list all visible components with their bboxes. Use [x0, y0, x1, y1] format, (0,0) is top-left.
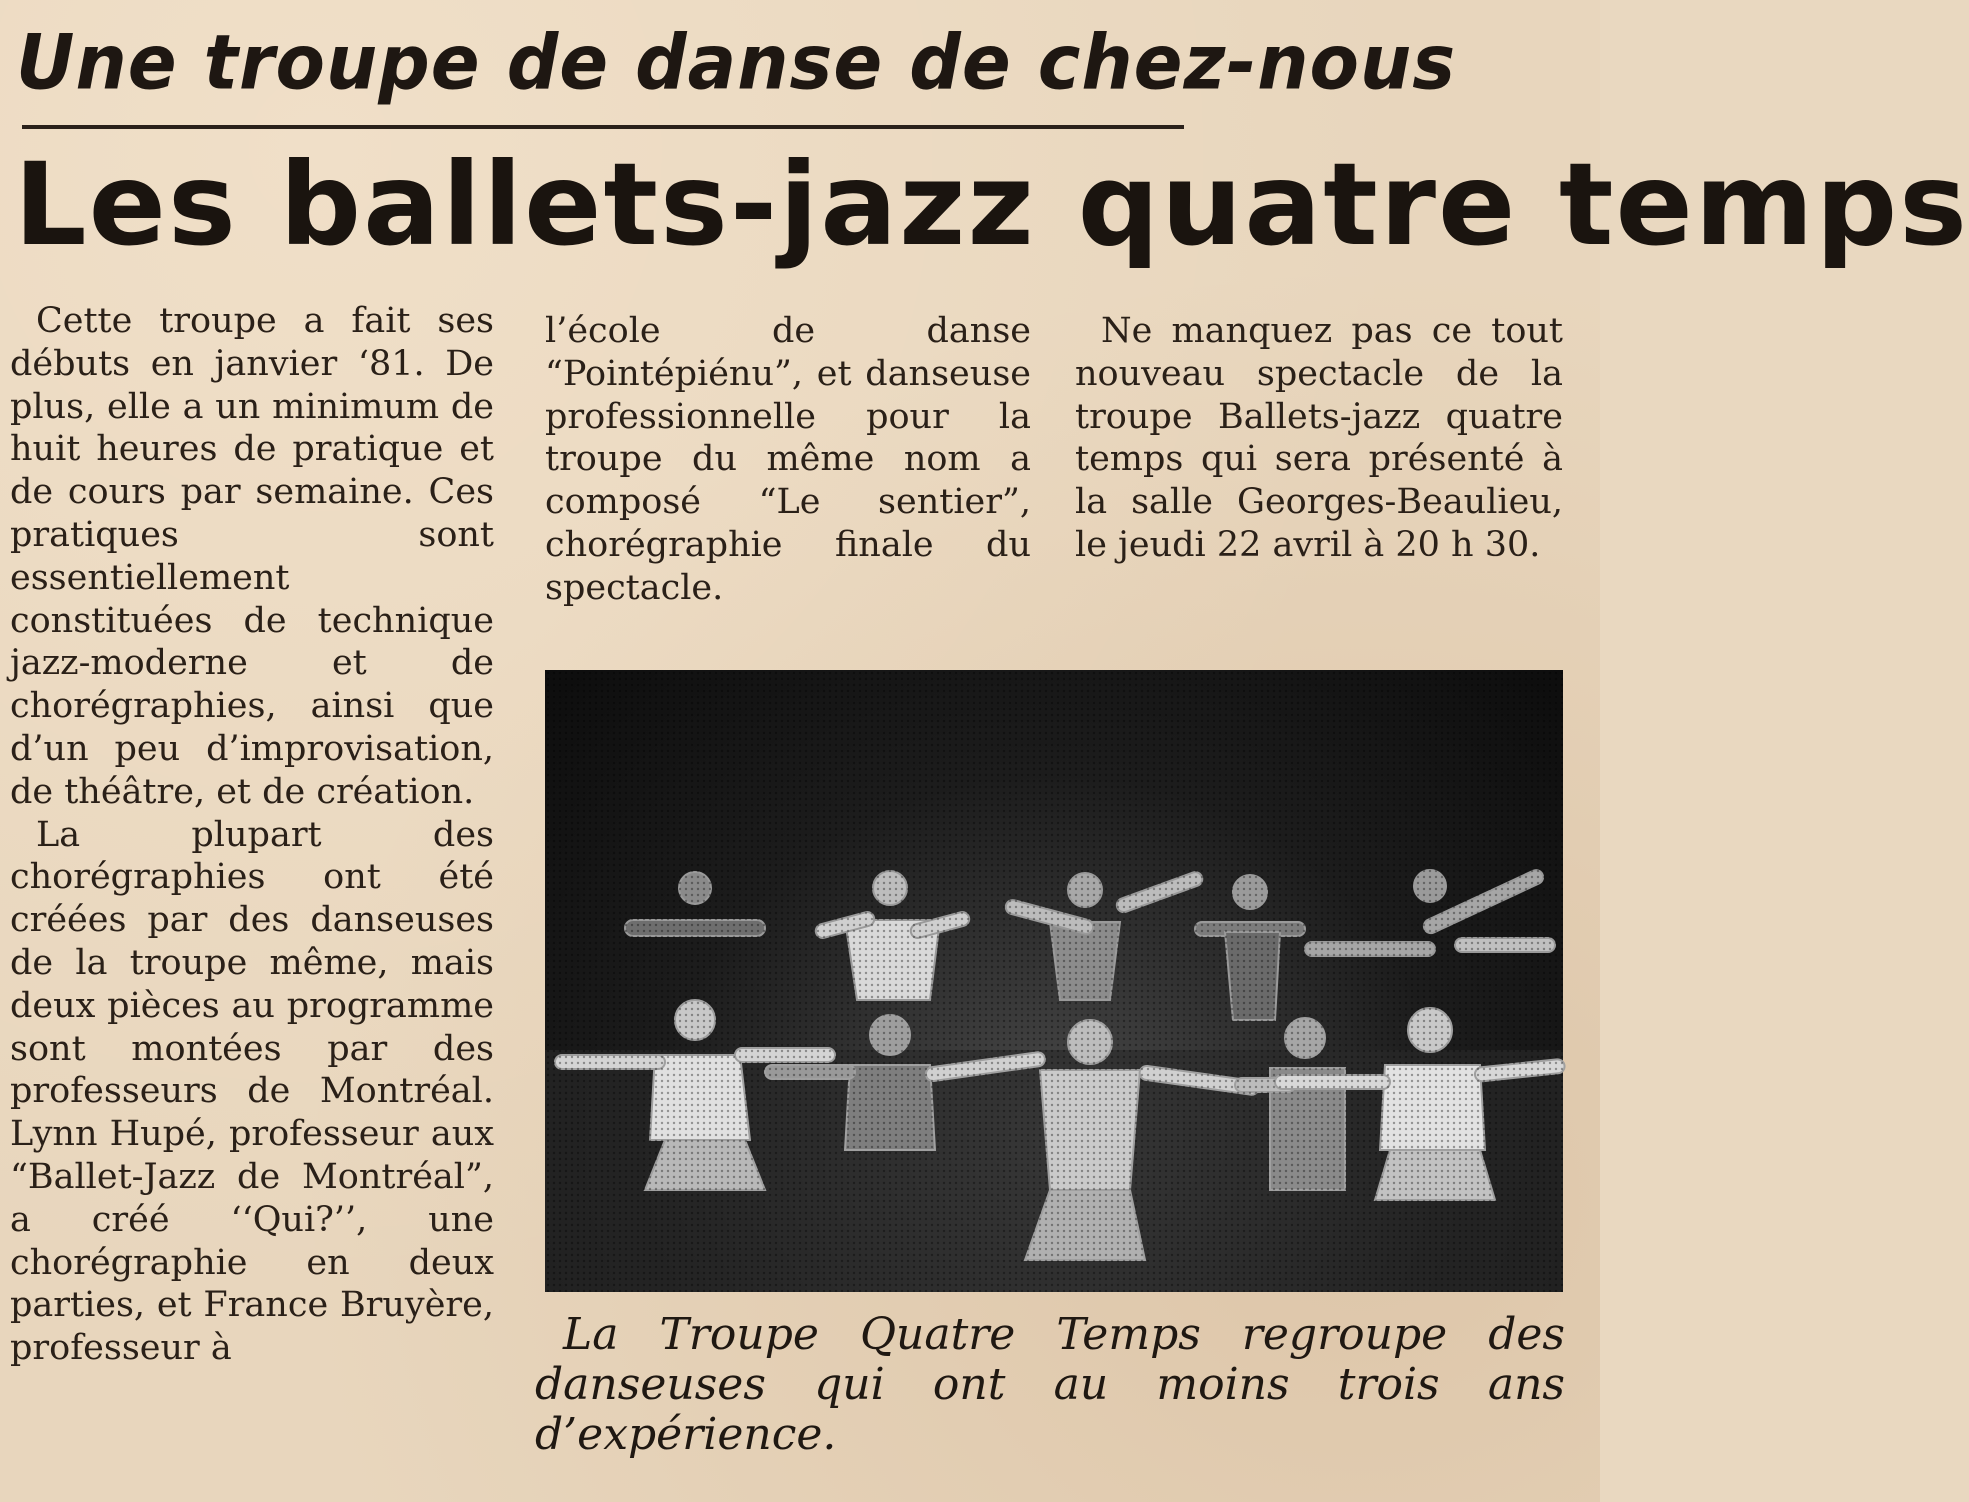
photo-caption: La Troupe Quatre Temps regroupe des danseuses qui ont au moins trois ans d’expérience.	[535, 1309, 1565, 1460]
column1-paragraph-1: Cette troupe a fait ses débuts en janvier ‘81. De plus, elle a un minimum de huit heures de pratique et de cours par semaine. Ces pratiques sont essentiellement constituées de technique jazz-moderne et de chorégraphies, ainsi que d’un peu d’improvisation, de théâtre, et de création.	[10, 301, 494, 812]
column3-paragraph: Ne manquez pas ce tout nouveau spectacle de la troupe Ballets-jazz quatre temps qui sera présenté à la salle Georges-Beaulieu, le jeudi 22 avril à 20 h 30.	[1075, 311, 1563, 565]
dance-troupe-photo	[545, 670, 1563, 1292]
article-column-2	[545, 310, 1031, 610]
article-kicker: Une troupe de danse de chez-nous	[16, 18, 1457, 107]
column1-paragraph-2: La plupart des chorégraphies ont été créées par des danseuses de la troupe même, mais deux pièces au programme sont montées par des professeurs de Montréal. Lynn Hupé, professeur aux “Ballet-Jazz de Montréal”, a créé ‘‘Qui?’’, une chorégraphie en deux parties, et France Bruyère, professeur à	[10, 814, 494, 1369]
headline-rule	[22, 125, 1184, 129]
article-column-3	[1075, 310, 1563, 567]
article-headline: Les ballets-jazz quatre temps	[14, 138, 1969, 271]
article-column-1	[10, 300, 494, 1370]
dancers-illustration	[545, 670, 1563, 1292]
column2-paragraph: l’école de danse “Pointépiénu”, et danseuse professionnelle pour la troupe du même nom a composé “Le sentier”, chorégraphie finale du spectacle.	[545, 311, 1031, 608]
